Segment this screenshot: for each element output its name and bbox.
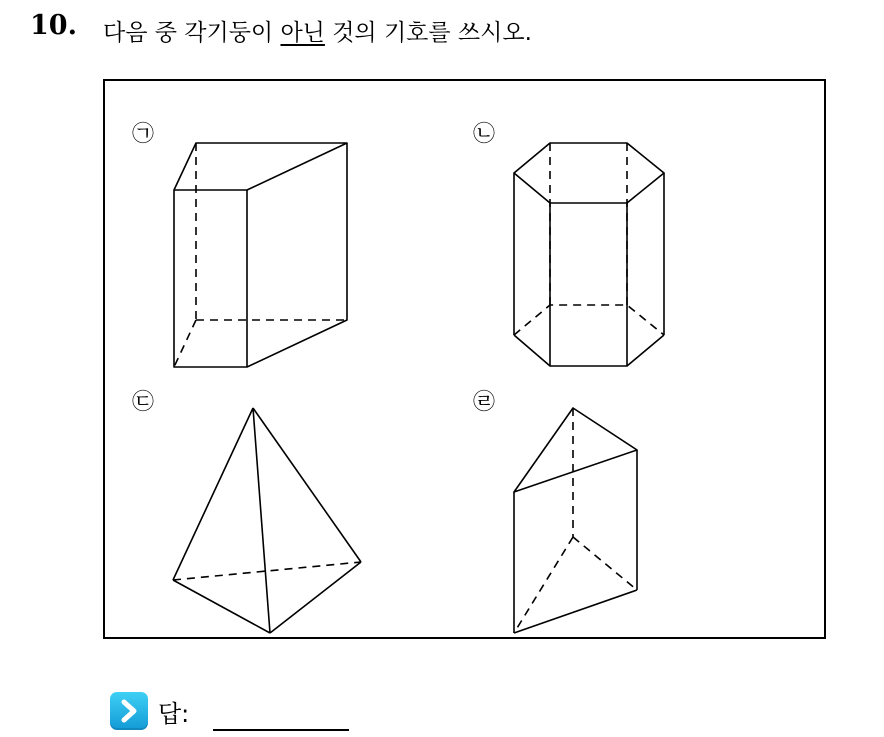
answer-blank[interactable] <box>213 729 349 731</box>
question-text-part: 다음 중 각기둥이 <box>103 20 281 46</box>
figure-label-b: ㉡ <box>473 122 496 147</box>
question-text-part: 것의 기호를 쓰시오. <box>324 20 532 46</box>
figure-a-prism <box>174 143 347 367</box>
question-number: 10. <box>30 10 77 41</box>
question-underlined-word: 아닌 <box>280 20 325 46</box>
figure-label-a: ㉠ <box>132 122 155 147</box>
figure-b-hexagonal-prism <box>514 143 664 366</box>
figure-c-pyramid <box>173 408 361 633</box>
question-text <box>103 14 532 47</box>
figure-label-d: ㉣ <box>473 390 496 415</box>
figure-label-c: ㉢ <box>132 390 155 415</box>
answer-label: 답: <box>158 700 190 728</box>
figure-d-triangular-prism <box>514 408 637 633</box>
chevron-right-icon <box>110 692 148 730</box>
solids-figure <box>103 79 826 639</box>
figure-box <box>103 79 826 639</box>
